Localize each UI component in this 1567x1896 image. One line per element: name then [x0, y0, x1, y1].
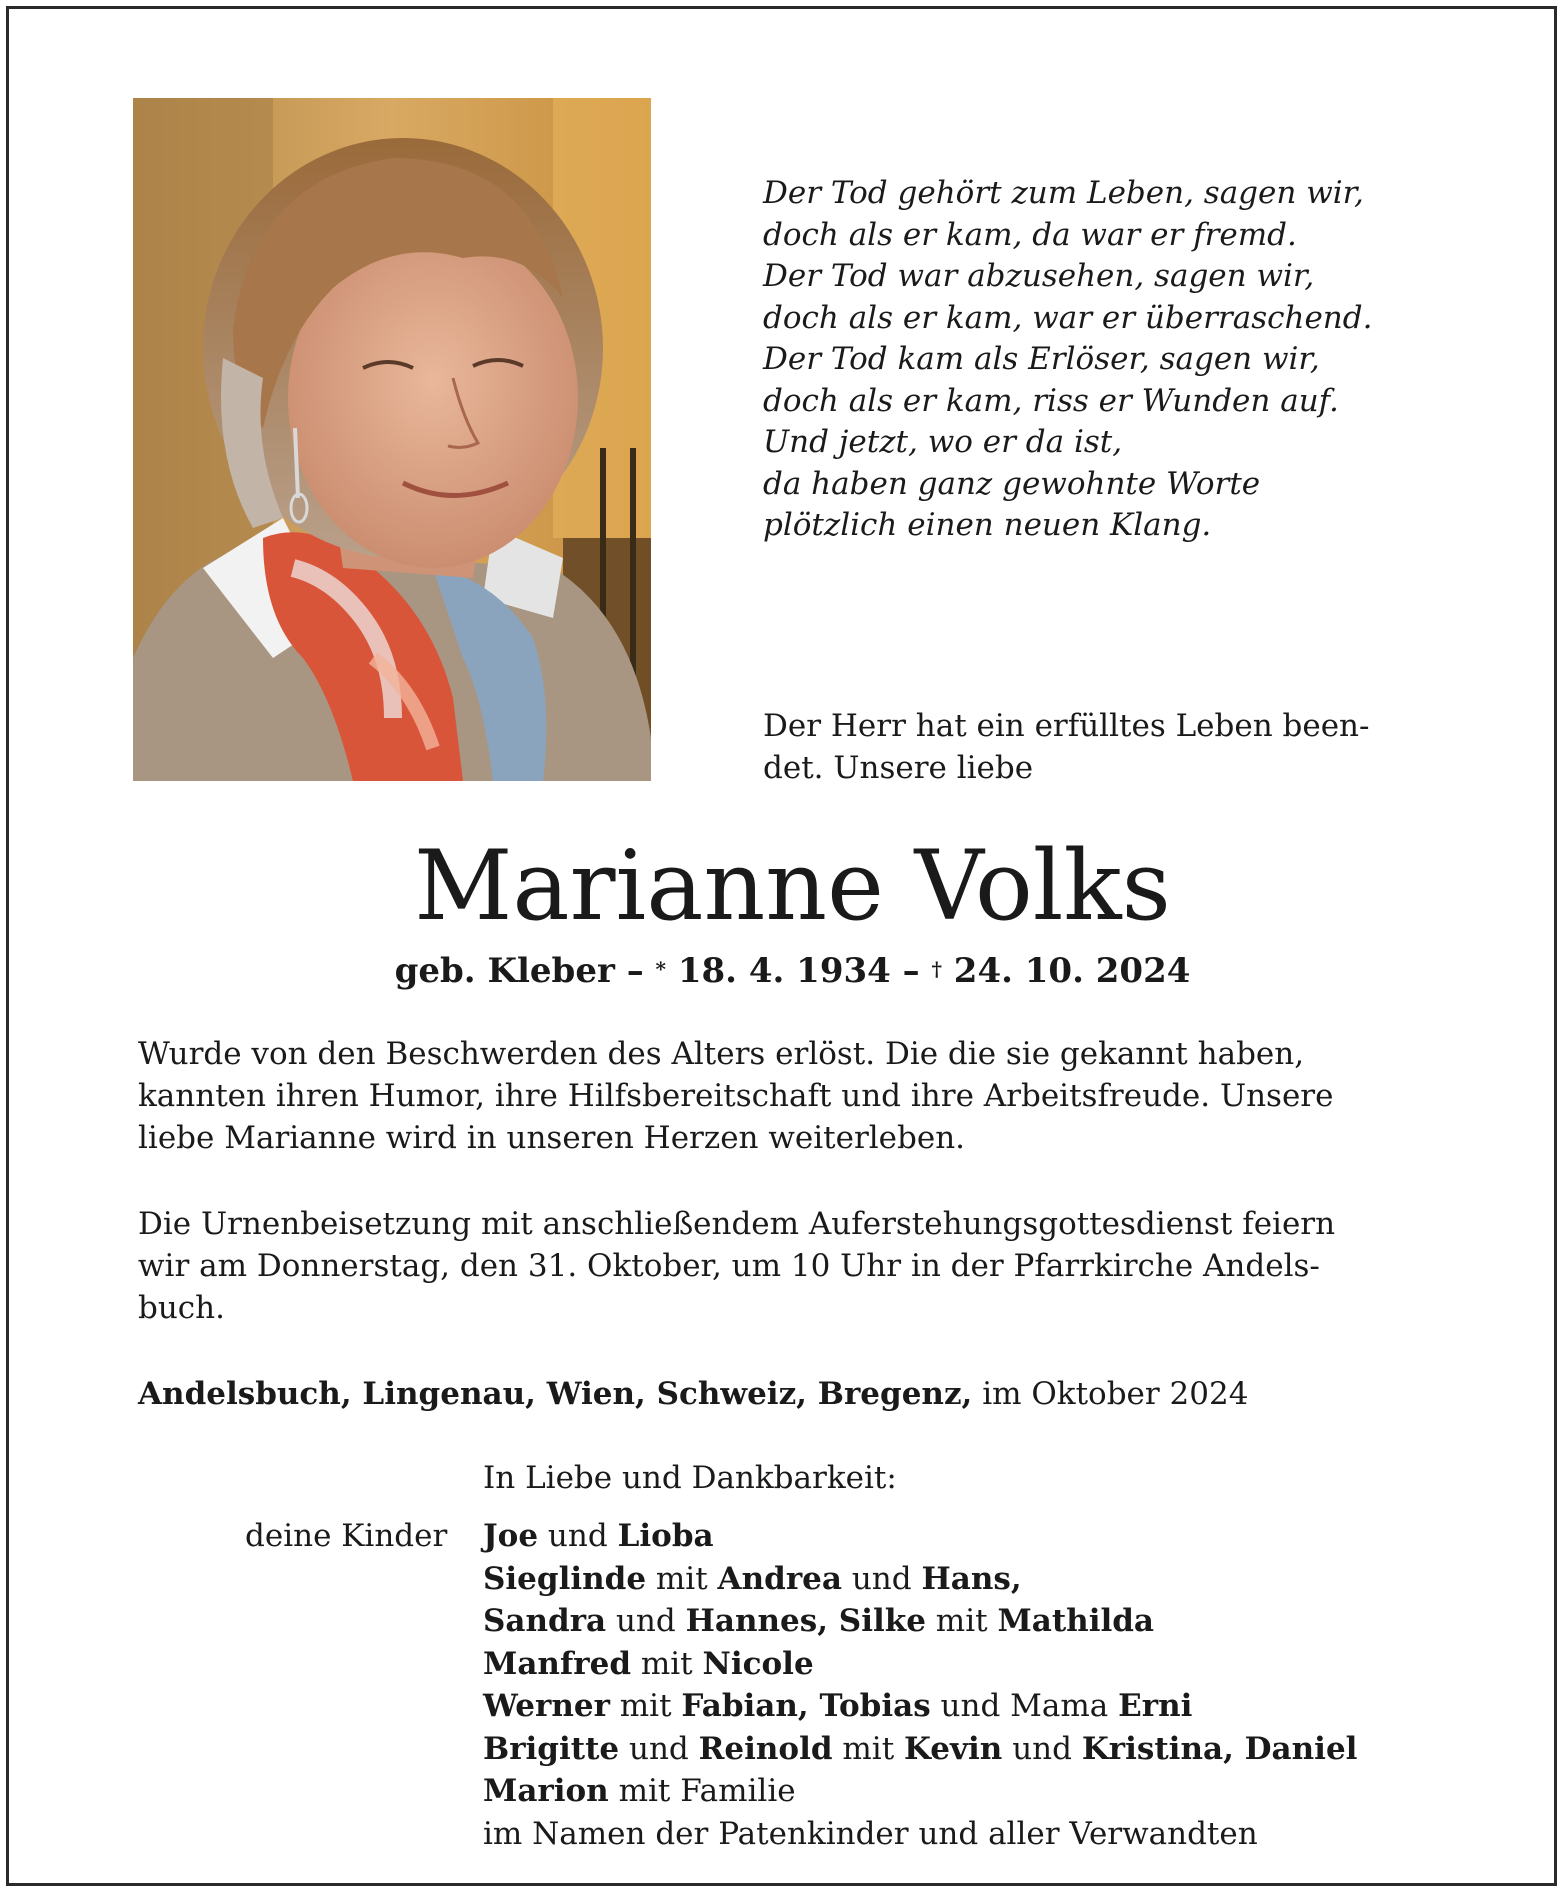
mourner-connector: im Namen der Patenkinder und aller Verwandten: [483, 1815, 1258, 1852]
mourner-name: Mathilda: [997, 1603, 1155, 1639]
tribute-paragraph: [138, 1033, 1452, 1159]
mourner-connector: und: [606, 1603, 686, 1639]
mourner-name: Lioba: [617, 1518, 714, 1554]
place-date: im Oktober 2024: [972, 1376, 1249, 1412]
mourner-connector: und: [619, 1730, 699, 1767]
mourner-connector: mit Familie: [608, 1773, 796, 1809]
paragraph-line: wir am Donnerstag, den 31. Oktober, um 10 Uhr in der Pfarrkirche Andels-: [138, 1248, 1320, 1284]
mourner-line: [483, 1728, 1357, 1771]
portrait-image: [133, 98, 651, 781]
poem: [763, 173, 1483, 547]
paragraph-line: Wurde von den Beschwerden des Alters erlöst. Die die sie gekannt haben,: [138, 1036, 1305, 1072]
birth-date: 18. 4. 1934 –: [666, 951, 932, 991]
intro-text: [763, 705, 1468, 789]
mourner-connector: mit: [925, 1603, 998, 1639]
portrait-photo: [133, 98, 651, 781]
poem-line: Und jetzt, wo er da ist,: [763, 424, 1123, 460]
death-symbol: †: [931, 957, 942, 981]
mourner-name: Werner: [483, 1688, 610, 1724]
mourner-name: Marion: [483, 1773, 609, 1809]
mourner-name: Joe: [483, 1518, 539, 1554]
mourner-connector: mit: [609, 1688, 682, 1724]
mourner-line: [483, 1685, 1357, 1728]
intro-line: det. Unsere liebe: [763, 750, 1034, 786]
poem-line: doch als er kam, riss er Wunden auf.: [763, 382, 1339, 419]
kids-label: deine Kinder: [245, 1518, 448, 1554]
death-date: 24. 10. 2024: [941, 951, 1191, 991]
paragraph-line: kannten ihren Humor, ihre Hilfsbereitschaft und ihre Arbeitsfreude. Unsere: [138, 1078, 1334, 1114]
place-towns: Andelsbuch, Lingenau, Wien, Schweiz, Bregenz,: [138, 1376, 973, 1412]
mourner-name: Manfred: [483, 1645, 632, 1682]
mourner-name: Brigitte: [483, 1730, 620, 1767]
mourner-name: Erni: [1118, 1688, 1193, 1724]
mourner-name: Andrea: [717, 1560, 842, 1597]
mourner-connector: und: [538, 1518, 618, 1554]
poem-line: Der Tod gehört zum Leben, sagen wir,: [763, 175, 1364, 211]
mourner-connector: mit: [646, 1560, 718, 1597]
mourner-connector: und: [841, 1560, 922, 1597]
poem-line: doch als er kam, da war er fremd.: [763, 216, 1297, 253]
birth-symbol: *: [655, 957, 667, 981]
service-paragraph: [138, 1203, 1452, 1329]
mourner-name: Kevin: [904, 1730, 1003, 1767]
mourner-line: [483, 1558, 1357, 1601]
mourner-line: [483, 1770, 1357, 1813]
poem-line: Der Tod kam als Erlöser, sagen wir,: [763, 341, 1320, 377]
mourner-line: [483, 1813, 1357, 1856]
poem-line: plötzlich einen neuen Klang.: [763, 507, 1212, 543]
mourner-name: Hans,: [921, 1560, 1022, 1597]
obituary-frame: [6, 6, 1557, 1886]
poem-line: doch als er kam, war er überraschend.: [763, 299, 1373, 336]
paragraph-line: buch.: [138, 1290, 225, 1326]
mourner-name: Sandra: [483, 1603, 607, 1639]
deceased-name: Marianne Volks: [414, 830, 1171, 942]
mourner-line: [483, 1643, 1357, 1686]
poem-line: da haben ganz gewohnte Worte: [763, 465, 1261, 502]
mourner-name: Nicole: [702, 1645, 814, 1682]
poem-line: Der Tod war abzusehen, sagen wir,: [763, 258, 1315, 294]
mourner-connector: mit: [631, 1645, 703, 1682]
thanks-line: In Liebe und Dankbarkeit:: [483, 1460, 897, 1496]
mourner-connector: und: [1002, 1730, 1082, 1767]
mourners-list: [483, 1515, 1357, 1855]
paragraph-line: Die Urnenbeisetzung mit anschließendem Auferstehungsgottesdienst feiern: [138, 1206, 1336, 1242]
intro-line: Der Herr hat ein erfülltes Leben been-: [763, 708, 1370, 744]
mourner-connector: und Mama: [930, 1688, 1119, 1724]
mourner-line: [483, 1515, 1357, 1558]
mourner-name: Reinold: [698, 1730, 833, 1767]
mourner-name: Hannes, Silke: [685, 1603, 926, 1639]
place-and-date: [138, 1373, 1248, 1415]
mourner-name: Sieglinde: [483, 1560, 647, 1597]
life-dates: [9, 949, 1567, 993]
mourner-line: [483, 1600, 1357, 1643]
maiden-name: geb. Kleber –: [394, 951, 656, 991]
paragraph-line: liebe Marianne wird in unseren Herzen weiterleben.: [138, 1120, 966, 1156]
mourner-name: Kristina, Daniel: [1081, 1730, 1358, 1767]
mourner-name: Fabian, Tobias: [681, 1688, 931, 1724]
mourner-connector: mit: [832, 1730, 905, 1767]
